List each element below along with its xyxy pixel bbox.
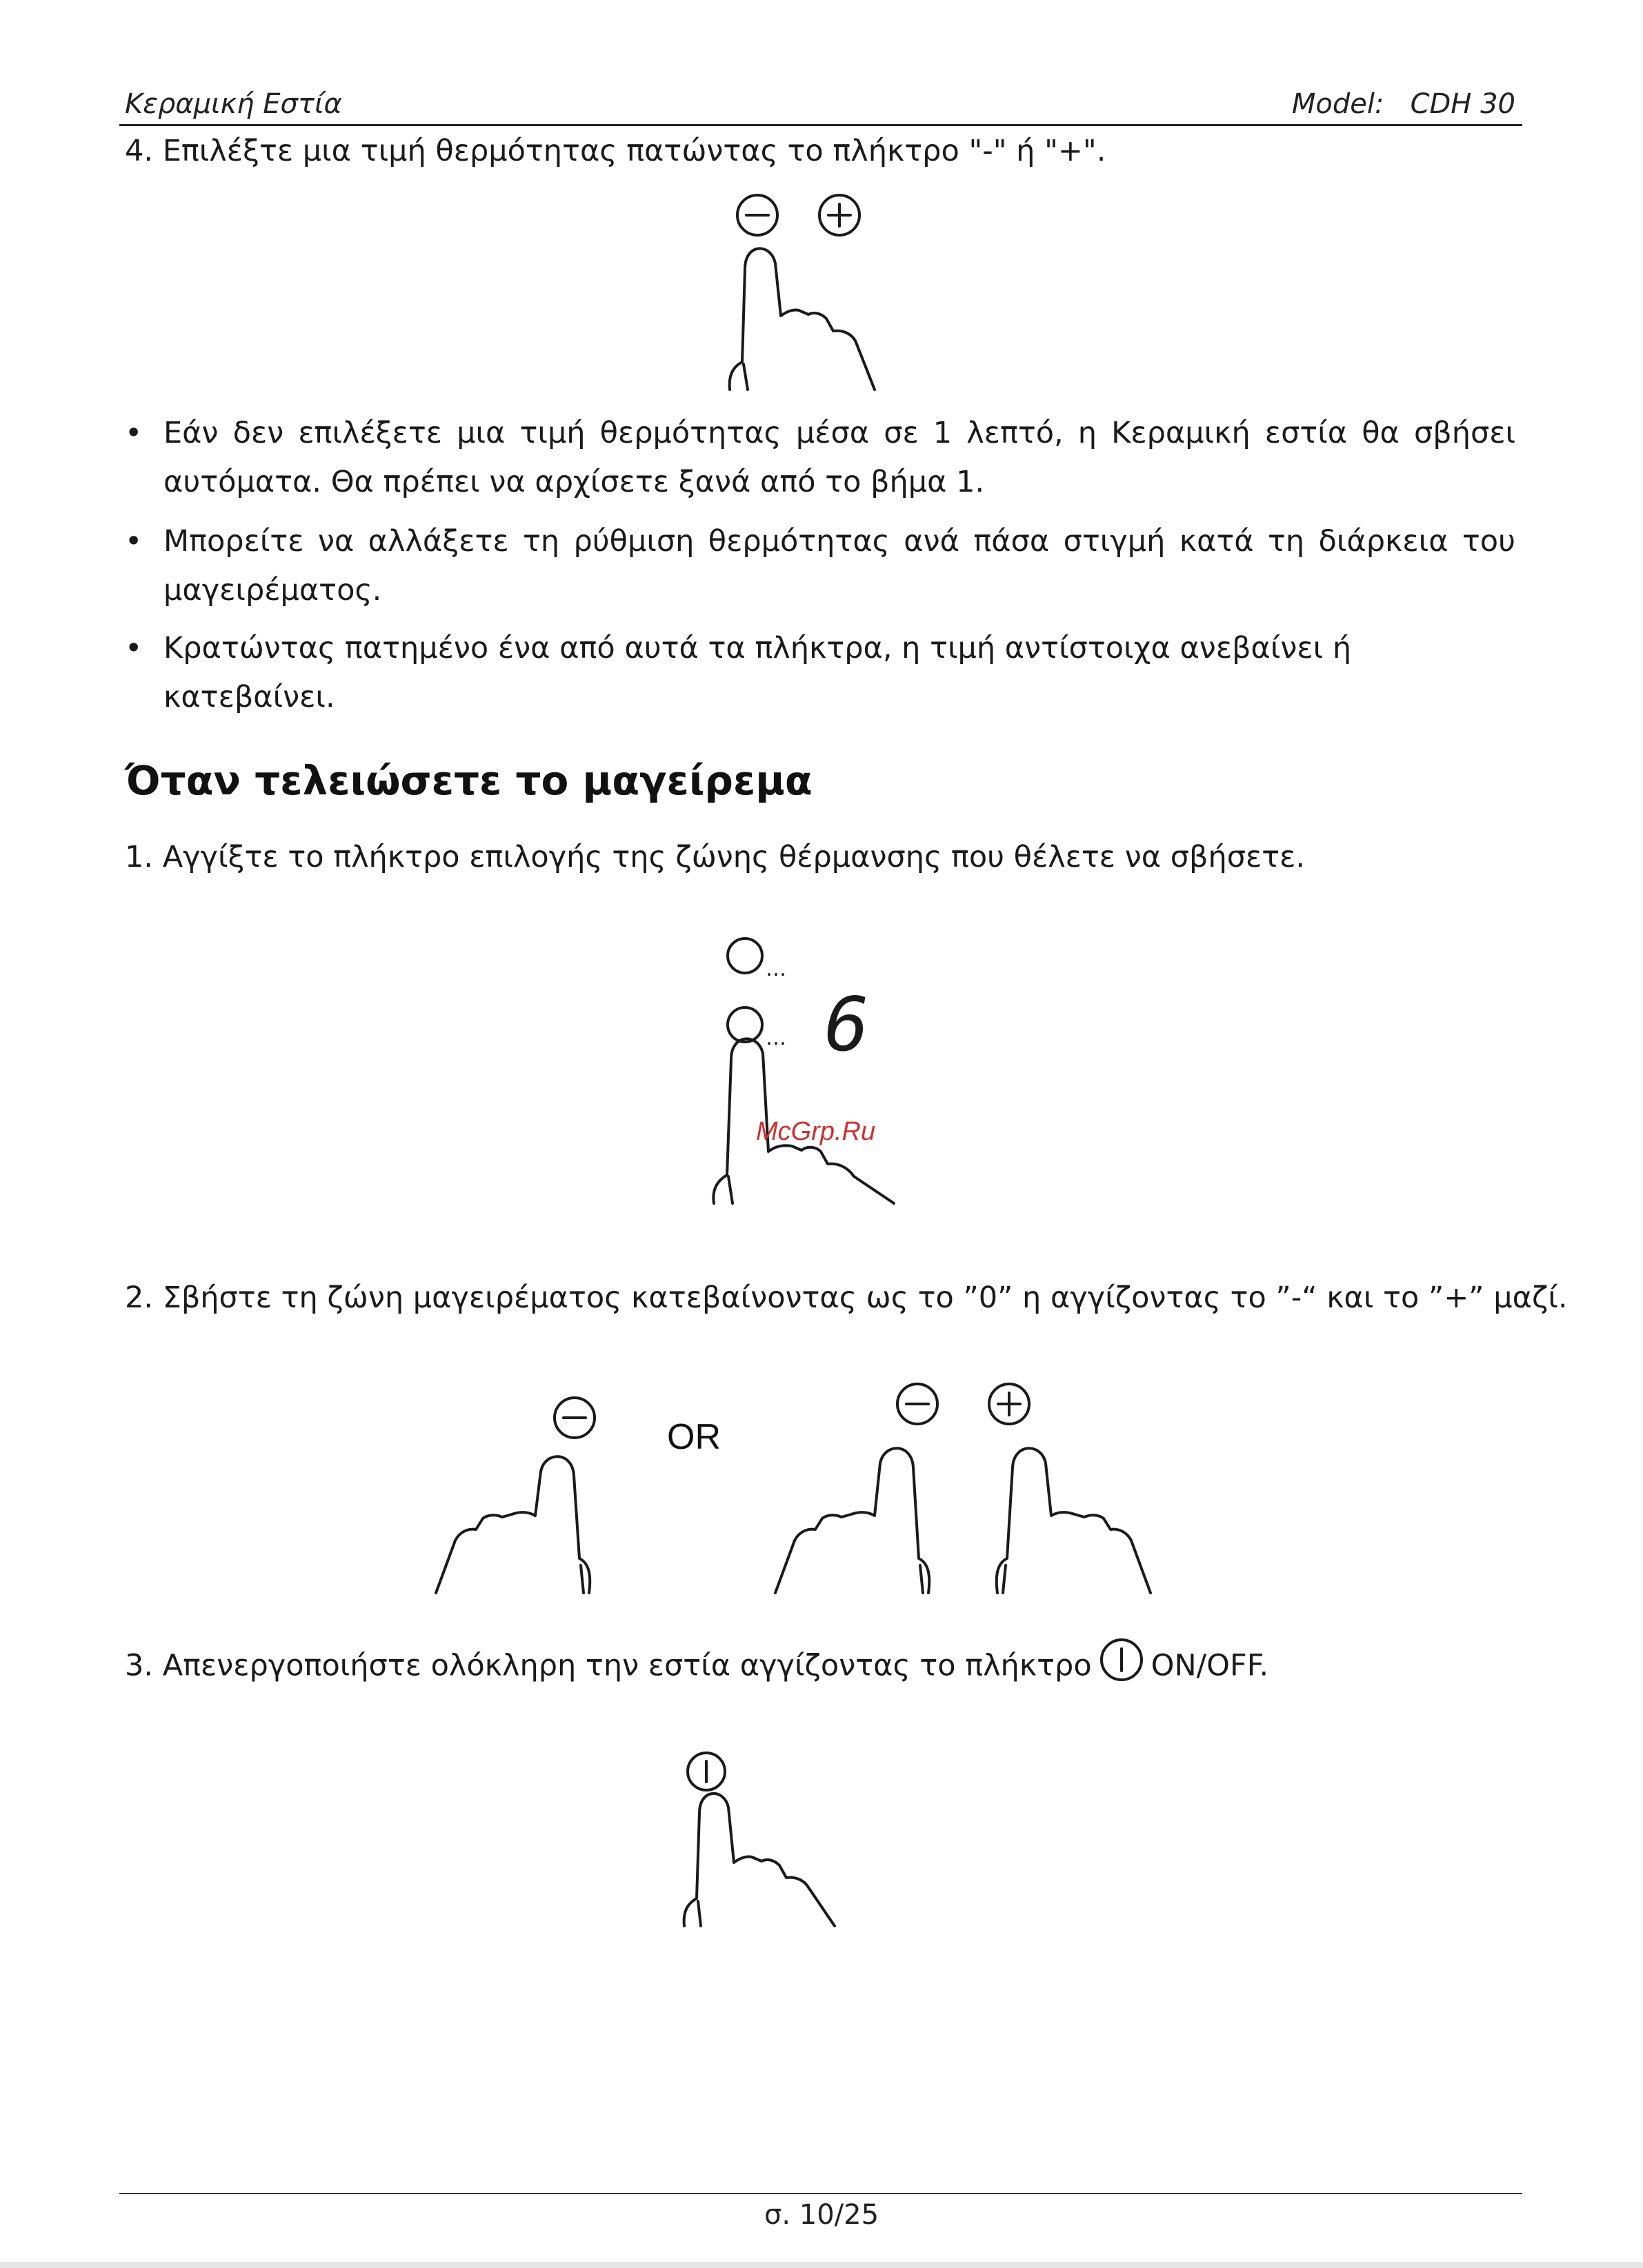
bullet-3-symbol: • xyxy=(125,631,143,665)
header-model-label: Model: xyxy=(1291,88,1384,120)
power-button-icon xyxy=(1099,1637,1144,1698)
plus-button-icon xyxy=(819,195,859,235)
pointing-hand-icon xyxy=(684,1794,835,1926)
bullet-1-text: Εάν δεν επιλέξετε μια τιμή θερμότητας μέσα σε 1 λεπτό, η Κεραμική εστία θα σβήσει αυτόματα. Θα πρέπει να αρχίσετε ξανά από το βήμα 1. xyxy=(163,416,1515,499)
step-4-text: 4. Επιλέξτε μια τιμή θερμότητας πατώντας το πλήκτρο "-" ή "+". xyxy=(125,134,1106,168)
step-3-text: 3. Απενεργοποιήστε ολόκληρη την εστία αγγίζοντας το πλήκτρο xyxy=(125,1648,1092,1683)
plus-button-icon xyxy=(989,1384,1029,1424)
bullet-3-text: Κρατώντας πατημένο ένα από αυτά τα πλήκτρα, η τιμή αντίστοιχα ανεβαίνει ή κατεβαίνει. xyxy=(163,631,1352,714)
watermark: McGrp.Ru xyxy=(756,1117,876,1146)
zone-display-digit: 6 xyxy=(824,982,870,1068)
header-model-value: CDH 30 xyxy=(1410,88,1515,120)
zone-ellipsis-top: … xyxy=(766,957,786,981)
pointing-hand-icon xyxy=(436,1456,590,1593)
zone-select-icon xyxy=(728,939,762,973)
minus-button-icon xyxy=(737,195,777,235)
figure-zone-select xyxy=(704,924,910,1214)
step-3-line xyxy=(125,1637,1268,1698)
step-2-text: 2. Σβήστε τη ζώνη μαγειρέματος κατεβαίνοντας ως το ”0” η αγγίζοντας το ”-“ και το ”+” μαζί. xyxy=(125,1281,1568,1315)
bullet-1-symbol: • xyxy=(125,416,143,450)
minus-button-icon xyxy=(555,1398,595,1438)
zone-select-icon xyxy=(728,1007,762,1042)
pointing-hand-icon xyxy=(997,1448,1151,1593)
bullet-2-text: Μπορείτε να αλλάξετε τη ρύθμιση θερμότητας ανά πάσα στιγμή κατά τη διάρκεια του μαγειρέματος. xyxy=(163,524,1515,608)
bottom-strip xyxy=(0,2262,1643,2268)
bullet-2-symbol: • xyxy=(125,524,143,559)
minus-button-icon xyxy=(897,1384,937,1424)
step-1-text: 1. Αγγίξτε το πλήκτρο επιλογής της ζώνης θέρμανσης που θέλετε να σβήσετε. xyxy=(125,840,1305,874)
header-rule xyxy=(119,124,1522,126)
pointing-hand-icon xyxy=(775,1448,929,1593)
zone-ellipsis-bottom: … xyxy=(766,1026,786,1050)
step-3-onoff-label: ON/OFF. xyxy=(1151,1648,1269,1683)
section-heading: Όταν τελειώσετε το μαγείρεμα xyxy=(125,757,813,804)
or-label: OR xyxy=(667,1417,721,1457)
page-number: σ. 10/25 xyxy=(764,2199,879,2231)
header-title: Κεραμική Εστία xyxy=(125,88,342,120)
pointing-hand-icon xyxy=(730,248,875,390)
header-model xyxy=(1292,88,1515,120)
figure-select-heat xyxy=(717,186,883,393)
figure-switch-off-zone xyxy=(428,1372,1159,1600)
figure-power-off xyxy=(676,1748,842,1934)
power-button-icon xyxy=(688,1753,725,1790)
